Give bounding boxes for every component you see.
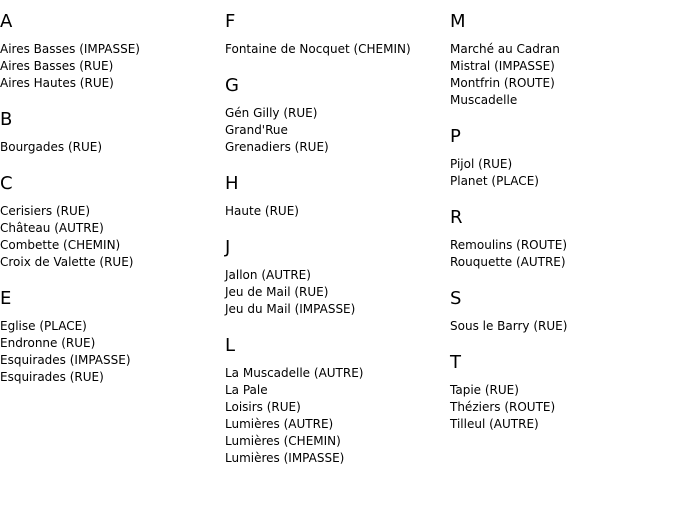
street-list: [0, 203, 222, 271]
letter-heading: J: [225, 237, 231, 258]
street-list: [0, 41, 222, 92]
letter-heading: L: [225, 335, 236, 356]
street-link[interactable]: Combette (CHEMIN): [0, 238, 121, 252]
street-link[interactable]: Sous le Barry (RUE): [450, 319, 568, 333]
street-link[interactable]: La Pale: [225, 383, 268, 397]
street-list: [450, 237, 672, 271]
letter-section: [0, 288, 222, 386]
letter-section: [450, 126, 672, 190]
index-column: [450, 0, 672, 433]
letter-heading: S: [450, 288, 462, 309]
letter-heading: C: [0, 173, 13, 194]
street-link[interactable]: Remoulins (ROUTE): [450, 238, 567, 252]
street-link[interactable]: Lumières (AUTRE): [225, 417, 334, 431]
letter-heading: G: [225, 75, 239, 96]
letter-section: [450, 207, 672, 271]
street-link[interactable]: Grenadiers (RUE): [225, 140, 329, 154]
letter-heading: M: [450, 11, 466, 32]
street-link[interactable]: Aires Hautes (RUE): [0, 76, 114, 90]
street-link[interactable]: Jallon (AUTRE): [225, 268, 311, 282]
letter-heading: F: [225, 11, 236, 32]
street-link[interactable]: Endronne (RUE): [0, 336, 96, 350]
street-list: [225, 365, 447, 467]
street-link[interactable]: Croix de Valette (RUE): [0, 255, 134, 269]
letter-section: [0, 173, 222, 271]
street-link[interactable]: Théziers (ROUTE): [450, 400, 556, 414]
street-link[interactable]: Aires Basses (RUE): [0, 59, 114, 73]
street-list: [0, 318, 222, 386]
street-link[interactable]: Bourgades (RUE): [0, 140, 103, 154]
street-link[interactable]: Muscadelle: [450, 93, 518, 107]
street-link[interactable]: Rouquette (AUTRE): [450, 255, 566, 269]
letter-section: [225, 335, 447, 467]
street-list: [225, 41, 447, 58]
index-column: [225, 0, 447, 467]
street-link[interactable]: Lumières (IMPASSE): [225, 451, 345, 465]
street-link[interactable]: Château (AUTRE): [0, 221, 104, 235]
letter-section: [0, 109, 222, 156]
letter-heading: A: [0, 11, 13, 32]
letter-heading: T: [450, 352, 461, 373]
letter-section: [225, 75, 447, 156]
street-link[interactable]: Jeu de Mail (RUE): [225, 285, 329, 299]
letter-heading: H: [225, 173, 239, 194]
letter-section: [450, 288, 672, 335]
street-link[interactable]: Eglise (PLACE): [0, 319, 87, 333]
street-link[interactable]: Loisirs (RUE): [225, 400, 301, 414]
street-link[interactable]: Tilleul (AUTRE): [450, 417, 539, 431]
street-list: [450, 41, 672, 109]
street-link[interactable]: Grand'Rue: [225, 123, 288, 137]
letter-heading: E: [0, 288, 12, 309]
street-link[interactable]: Fontaine de Nocquet (CHEMIN): [225, 42, 411, 56]
street-link[interactable]: Planet (PLACE): [450, 174, 539, 188]
letter-heading: P: [450, 126, 461, 147]
letter-section: [225, 173, 447, 220]
street-list: [225, 267, 447, 318]
street-link[interactable]: Pijol (RUE): [450, 157, 513, 171]
street-link[interactable]: La Muscadelle (AUTRE): [225, 366, 364, 380]
street-list: [450, 382, 672, 433]
street-link[interactable]: Marché au Cadran: [450, 42, 560, 56]
index-column: [0, 0, 222, 386]
letter-section: [225, 237, 447, 318]
street-list: [225, 105, 447, 156]
letter-section: [450, 11, 672, 109]
letter-heading: B: [0, 109, 13, 130]
letter-heading: R: [450, 207, 463, 228]
street-link[interactable]: Tapie (RUE): [450, 383, 519, 397]
street-list: [450, 318, 672, 335]
street-link[interactable]: Mistral (IMPASSE): [450, 59, 555, 73]
street-link[interactable]: Jeu du Mail (IMPASSE): [225, 302, 356, 316]
street-list: [0, 139, 222, 156]
street-link[interactable]: Cerisiers (RUE): [0, 204, 91, 218]
street-link[interactable]: Gén Gilly (RUE): [225, 106, 318, 120]
letter-section: [450, 352, 672, 433]
street-list: [450, 156, 672, 190]
street-link[interactable]: Lumières (CHEMIN): [225, 434, 341, 448]
street-link[interactable]: Montfrin (ROUTE): [450, 76, 555, 90]
street-list: [225, 203, 447, 220]
letter-section: [0, 11, 222, 92]
street-link[interactable]: Esquirades (IMPASSE): [0, 353, 131, 367]
letter-section: [225, 11, 447, 58]
street-link[interactable]: Esquirades (RUE): [0, 370, 104, 384]
street-link[interactable]: Aires Basses (IMPASSE): [0, 42, 140, 56]
street-link[interactable]: Haute (RUE): [225, 204, 299, 218]
